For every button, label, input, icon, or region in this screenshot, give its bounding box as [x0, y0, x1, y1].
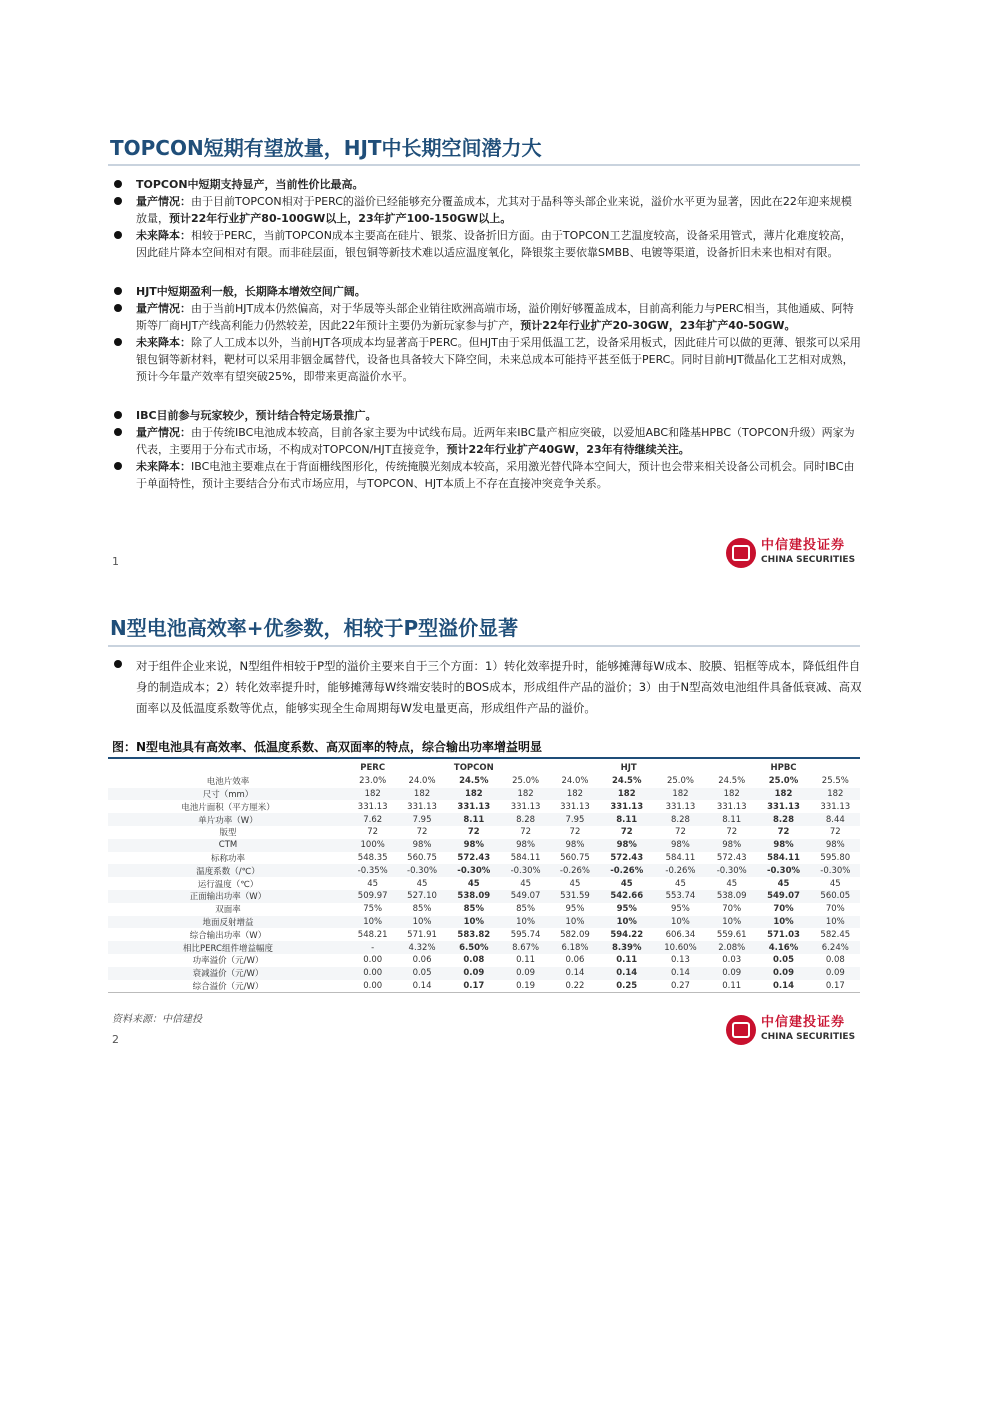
- table-row: [108, 852, 860, 865]
- table-cell: 10%: [348, 916, 397, 929]
- row-label: 综合溢价（元/W）: [108, 980, 348, 993]
- table-cell: 0.00: [363, 955, 383, 966]
- group-header-perc: PERC: [360, 763, 386, 774]
- table-cell: 560.75: [407, 852, 437, 863]
- table-cell: 331.13: [767, 801, 800, 812]
- table-cell: 70%: [773, 904, 794, 915]
- table-cell: 182: [397, 788, 446, 801]
- table-row: [108, 916, 860, 929]
- table-cell: 0.22: [550, 980, 599, 993]
- table-cell: 548.35: [357, 852, 388, 863]
- table-top-rule: [108, 757, 860, 759]
- table-cell: 584.11: [767, 852, 800, 863]
- table-cell: 0.03: [722, 955, 742, 966]
- table-cell: 24.0%: [408, 776, 436, 787]
- bullet-item: HJT中短期盈利一般，长期降本增效空间广阔。: [112, 283, 862, 300]
- row-label: 标称功率: [210, 853, 245, 864]
- table-cell: 8.28: [501, 813, 550, 826]
- row-label: 电池片效率: [206, 777, 250, 788]
- table-cell: 6.18%: [550, 941, 599, 954]
- table-cell: 331.13: [560, 801, 590, 812]
- table-row: [108, 928, 860, 941]
- table-cell: 6.50%: [447, 941, 501, 954]
- table-cell: 10%: [600, 916, 654, 929]
- table-cell: -0.26%: [550, 864, 599, 877]
- table-cell: 584.11: [665, 852, 696, 863]
- table-cell: 0.14: [756, 980, 810, 993]
- table-cell: 582.45: [820, 929, 851, 940]
- table-cell: 72: [467, 827, 480, 838]
- table-cell: -0.26%: [600, 864, 654, 877]
- table-cell: 8.44: [811, 813, 860, 826]
- row-label: 相比PERC组件增益幅度: [108, 941, 348, 954]
- table-cell: 85%: [463, 904, 484, 915]
- table-cell: 182: [756, 788, 810, 801]
- table-cell: 72: [416, 827, 428, 838]
- table-cell: 45: [467, 878, 480, 889]
- bullet-item: TOPCON中短期支持显产，当前性价比最高。: [112, 176, 862, 193]
- table-cell: 538.09: [707, 890, 756, 903]
- group-header-hjt: HJT: [620, 763, 637, 774]
- row-label: 衰减溢价（元/W）: [108, 967, 348, 980]
- table-cell: 560.05: [811, 890, 860, 903]
- table-cell: -0.30%: [397, 864, 446, 877]
- logo-english-name: CHINA SECURITIES: [761, 555, 856, 565]
- logo-chinese-name: 中信建投证券: [761, 538, 846, 553]
- table-cell: 571.91: [407, 929, 437, 940]
- table-cell: 72: [675, 827, 686, 838]
- group-header-hpbc: HPBC: [770, 763, 797, 774]
- row-label: 正面输出功率（W）: [108, 890, 348, 903]
- table-cell: 72: [569, 827, 581, 838]
- group-header-topcon: TOPCON: [453, 763, 494, 774]
- table-cell: 0.25: [600, 980, 654, 993]
- table-cell: 98%: [707, 839, 756, 852]
- table-cell: 606.34: [665, 929, 696, 940]
- table-cell: 10%: [397, 916, 446, 929]
- table-cell: 70%: [825, 904, 845, 915]
- row-label: 运行温度（℃）: [197, 879, 259, 890]
- table-cell: 182: [550, 788, 599, 801]
- table-cell: 0.14: [600, 967, 654, 980]
- table-cell: 72: [520, 827, 532, 838]
- row-label: 综合输出功率（W）: [189, 930, 267, 941]
- table-cell: 98%: [811, 839, 860, 852]
- page-number: 1: [112, 555, 119, 568]
- table-cell: 7.62: [348, 813, 397, 826]
- citic-logo-icon: [726, 538, 756, 568]
- table-cell: 538.09: [447, 890, 501, 903]
- table-cell: 0.09: [447, 967, 501, 980]
- table-cell: 25.0%: [512, 776, 540, 787]
- bullet-item: 对于组件企业来说，N型组件相较于P型的溢价主要来自于三个方面：1）转化效率提升时，能够摊薄每W成本、胶膜、铝框等成本，降低组件自身的制造成本；2）转化效率提升时，能够摊薄每W终端安装时的BOS成本，形成组件产品的溢价；3）由于N型高效电池组件具备低衰减、高双面率以及低温度系数等优点，能够实现全生命周期每W发电量更高，形成组件产品的溢价。: [112, 656, 862, 719]
- table-cell: 8.28: [654, 813, 707, 826]
- table-cell: 0.17: [811, 980, 860, 993]
- table-cell: 0.08: [463, 955, 485, 966]
- row-label: 温度系数（/℃）: [108, 864, 348, 877]
- table-cell: 549.07: [501, 890, 550, 903]
- table-cell: 331.13: [716, 801, 747, 812]
- table-cell: 98%: [550, 839, 599, 852]
- table-cell: 331.13: [610, 801, 644, 812]
- table-cell: 584.11: [510, 852, 541, 863]
- table-cell: 8.11: [447, 813, 501, 826]
- table-cell: 331.13: [357, 801, 388, 812]
- table-row: [108, 826, 860, 839]
- table-cell: 331.13: [510, 801, 541, 812]
- table-row: [108, 788, 860, 801]
- bullet-item: IBC目前参与玩家较少，预计结合特定场景推广。: [112, 407, 862, 424]
- table-cell: -0.30%: [447, 864, 501, 877]
- table-cell: 0.11: [616, 955, 638, 966]
- row-label: 双面率: [215, 905, 241, 916]
- table-cell: -0.26%: [654, 864, 707, 877]
- row-label: 尺寸（mm）: [108, 788, 348, 801]
- table-cell: 98%: [397, 839, 446, 852]
- table-cell: 0.14: [397, 980, 446, 993]
- table-cell: 0.11: [707, 980, 756, 993]
- table-cell: 582.09: [560, 929, 590, 940]
- table-row: [108, 890, 860, 903]
- table-cell: 0.00: [348, 967, 397, 980]
- table-cell: 95%: [565, 904, 585, 915]
- table-cell: 182: [447, 788, 501, 801]
- table-cell: 0.14: [550, 967, 599, 980]
- table-cell: 45: [726, 878, 738, 889]
- table-cell: 45: [675, 878, 686, 889]
- table-cell: 583.82: [457, 929, 491, 940]
- table-cell: 23.0%: [359, 776, 387, 787]
- table-cell: 85%: [412, 904, 432, 915]
- table-cell: 8.28: [756, 813, 810, 826]
- table-cell: 595.80: [820, 852, 851, 863]
- table-cell: 10%: [550, 916, 599, 929]
- table-cell: 95%: [616, 904, 637, 915]
- bullet-list: [112, 656, 862, 719]
- table-cell: 0.17: [447, 980, 501, 993]
- table-cell: 0.00: [348, 980, 397, 993]
- table-cell: 331.13: [407, 801, 437, 812]
- company-logo: [726, 1015, 855, 1045]
- table-cell: 24.5%: [459, 776, 489, 787]
- table-cell: 553.74: [654, 890, 707, 903]
- row-label: 电池片面积（平方厘米）: [181, 802, 275, 813]
- table-cell: 572.43: [610, 852, 644, 863]
- table-cell: -0.30%: [501, 864, 550, 877]
- table-cell: 8.11: [707, 813, 756, 826]
- table-cell: 72: [367, 827, 379, 838]
- table-cell: 0.11: [516, 955, 536, 966]
- table-cell: 72: [829, 827, 841, 838]
- table-cell: 4.16%: [756, 941, 810, 954]
- bullet-item: 未来降本：相较于PERC，当前TOPCON成本主要高在硅片、银浆、设备折旧方面。由于TOPCON工艺温度较高，设备采用管式，薄片化难度较高，因此硅片降本空间相对有限。而非硅层面，银包铜等新技术难以适应温度氧化，降银浆主要依靠SMBB、电镀等渠道，设备折旧未来也相对有限。: [112, 227, 862, 261]
- table-cell: 0.19: [501, 980, 550, 993]
- table-cell: 182: [348, 788, 397, 801]
- table-cell: 98%: [654, 839, 707, 852]
- title-divider: [108, 645, 860, 647]
- table-cell: 45: [569, 878, 581, 889]
- table-row: [108, 941, 860, 954]
- table-cell: 0.09: [811, 967, 860, 980]
- table-cell: 560.75: [560, 852, 590, 863]
- table-cell: 549.07: [756, 890, 810, 903]
- table-row: [108, 967, 860, 980]
- table-cell: 24.0%: [561, 776, 589, 787]
- table-cell: 0.27: [654, 980, 707, 993]
- table-cell: 0.05: [773, 955, 794, 966]
- table-cell: 0.06: [412, 955, 432, 966]
- table-cell: 10%: [756, 916, 810, 929]
- table-cell: 0.09: [707, 967, 756, 980]
- bullet-item: 未来降本：IBC电池主要难点在于背面栅线图形化，传统掩膜光刻成本较高，采用激光替代降本空间大，预计也会带来相关设备公司机会。同时IBC由于单面特性，预计主要结合分布式市场应用，与TOPCON、HJT本质上不存在直接冲突竞争关系。: [112, 458, 862, 492]
- bullet-item: 未来降本：除了人工成本以外，当前HJT各项成本均显著高于PERC。但HJT由于采用低温工艺，设备采用板式，因此硅片可以做的更薄、银浆可以采用银包铜等新材料，靶材可以采用非铟金属替代，设备也具备较大下降空间，未来总成本可能持平甚至低于PERC。同时目前HJT微晶化工艺相对成熟，预计今年量产效率有望突破25%，即带来更高溢价水平。: [112, 334, 862, 385]
- table-cell: 0.06: [565, 955, 585, 966]
- page-number: 2: [112, 1033, 119, 1046]
- table-cell: 0.09: [756, 967, 810, 980]
- table-cell: 572.43: [716, 852, 747, 863]
- table-cell: 331.13: [457, 801, 491, 812]
- table-cell: 72: [726, 827, 738, 838]
- table-cell: 45: [777, 878, 790, 889]
- source-note: 资料来源：中信建投: [112, 1014, 202, 1025]
- table-cell: 559.61: [716, 929, 747, 940]
- row-label: 版型: [219, 828, 237, 839]
- table-cell: 10.60%: [654, 941, 707, 954]
- table-cell: 527.10: [397, 890, 446, 903]
- table-cell: 98%: [447, 839, 501, 852]
- logo-chinese-name: 中信建投证券: [761, 1015, 846, 1030]
- table-cell: 72: [620, 827, 633, 838]
- slide-title: N型电池高效率+优参数，相较于P型溢价显著: [110, 616, 519, 640]
- table-cell: 10%: [654, 916, 707, 929]
- table-cell: 0.08: [825, 955, 845, 966]
- row-label: 单片功率（W）: [108, 813, 348, 826]
- table-cell: 7.95: [397, 813, 446, 826]
- table-cell: 331.13: [665, 801, 696, 812]
- row-label: 功率溢价（元/W）: [192, 956, 264, 967]
- table-cell: 182: [600, 788, 654, 801]
- company-logo: [726, 538, 855, 568]
- table-cell: 8.67%: [501, 941, 550, 954]
- bullet-list: [112, 176, 862, 492]
- table-cell: 72: [777, 827, 790, 838]
- table-cell: 0.13: [670, 955, 690, 966]
- table-cell: 100%: [348, 839, 397, 852]
- table-cell: 0.09: [501, 967, 550, 980]
- table-cell: 70%: [722, 904, 742, 915]
- table-cell: 594.22: [610, 929, 644, 940]
- table-cell: 95%: [670, 904, 690, 915]
- row-label: 地面反射增益: [108, 916, 348, 929]
- table-row: [108, 800, 860, 813]
- table-cell: 24.5%: [611, 776, 642, 787]
- table-cell: 25.5%: [821, 776, 849, 787]
- table-cell: 10%: [707, 916, 756, 929]
- table-cell: 8.39%: [600, 941, 654, 954]
- figure-title: 图：N型电池具有高效率、低温度系数、高双面率的特点，综合输出功率增益明显: [112, 740, 543, 754]
- table-header-row: [108, 762, 860, 775]
- table-cell: 98%: [756, 839, 810, 852]
- table-row: [108, 980, 860, 993]
- table-cell: 45: [367, 878, 379, 889]
- table-cell: 24.5%: [718, 776, 746, 787]
- bullet-item: 量产情况：由于传统IBC电池成本较高，目前各家主要为中试线布局。近两年来IBC量产相应突破，以爱旭ABC和隆基HPBC（TOPCON升级）两家为代表，主要用于分布式市场，不构成对TOPCON/HJT直接竞争，预计22年行业扩产40GW，23年有待继续关注。: [112, 424, 862, 458]
- table-cell: 10%: [447, 916, 501, 929]
- title-divider: [108, 164, 860, 166]
- table-cell: 45: [620, 878, 633, 889]
- table-cell: 572.43: [457, 852, 491, 863]
- table-cell: 45: [520, 878, 532, 889]
- table-cell: 531.59: [550, 890, 599, 903]
- table-cell: 2.08%: [707, 941, 756, 954]
- table-cell: 6.24%: [811, 941, 860, 954]
- table-cell: 4.32%: [397, 941, 446, 954]
- table-cell: 595.74: [510, 929, 541, 940]
- table-cell: 571.03: [767, 929, 800, 940]
- table-row: [108, 877, 860, 890]
- table-cell: 0.05: [397, 967, 446, 980]
- table-cell: 45: [416, 878, 428, 889]
- table-cell: 25.0%: [666, 776, 694, 787]
- table-cell: 45: [829, 878, 841, 889]
- table-cell: -0.30%: [811, 864, 860, 877]
- spec-table: [108, 762, 860, 993]
- table-cell: 182: [654, 788, 707, 801]
- table-cell: 75%: [363, 904, 383, 915]
- table-cell: -0.30%: [707, 864, 756, 877]
- slide-2: [0, 590, 993, 1070]
- table-row: [108, 954, 860, 967]
- table-cell: 25.0%: [768, 776, 799, 787]
- table-cell: 10%: [811, 916, 860, 929]
- table-cell: 182: [811, 788, 860, 801]
- table-cell: -0.30%: [756, 864, 810, 877]
- table-cell: 509.97: [348, 890, 397, 903]
- table-cell: 85%: [516, 904, 536, 915]
- table-cell: 331.13: [820, 801, 851, 812]
- logo-english-name: CHINA SECURITIES: [761, 1032, 856, 1042]
- table-cell: 7.95: [550, 813, 599, 826]
- slide-1: [0, 0, 993, 590]
- table-cell: 182: [707, 788, 756, 801]
- table-row: [108, 864, 860, 877]
- table-cell: 98%: [600, 839, 654, 852]
- table-cell: 10%: [501, 916, 550, 929]
- table-cell: 0.14: [654, 967, 707, 980]
- bullet-item: 量产情况：由于当前HJT成本仍然偏高，对于华晟等头部企业销往欧洲高端市场，溢价刚好够覆盖成本，目前高利能力与PERC相当，其他通威、阿特斯等厂商HJT产线高利能力仍然较差，因此22年预计主要仍为新玩家参与扩产，预计22年行业扩产20-30GW，23年扩产40-50GW。: [112, 300, 862, 334]
- table-cell: 98%: [501, 839, 550, 852]
- table-row: [108, 903, 860, 916]
- row-label: CTM: [108, 839, 348, 852]
- table-cell: 8.11: [600, 813, 654, 826]
- table-row: [108, 839, 860, 852]
- slide-title: TOPCON短期有望放量，HJT中长期空间潜力大: [110, 136, 542, 160]
- table-cell: 548.21: [357, 929, 388, 940]
- table-row: [108, 813, 860, 826]
- citic-logo-icon: [726, 1015, 756, 1045]
- table-cell: -0.35%: [348, 864, 397, 877]
- table-cell: 542.66: [600, 890, 654, 903]
- table-cell: 182: [501, 788, 550, 801]
- table-row: [108, 775, 860, 788]
- bullet-item: 量产情况：由于目前TOPCON相对于PERC的溢价已经能够充分覆盖成本，尤其对于晶科等头部企业来说，溢价水平更为显著，因此在22年迎来规模放量，预计22年行业扩产80-100GW以上，23年扩产100-150GW以上。: [112, 193, 862, 227]
- table-cell: -: [348, 941, 397, 954]
